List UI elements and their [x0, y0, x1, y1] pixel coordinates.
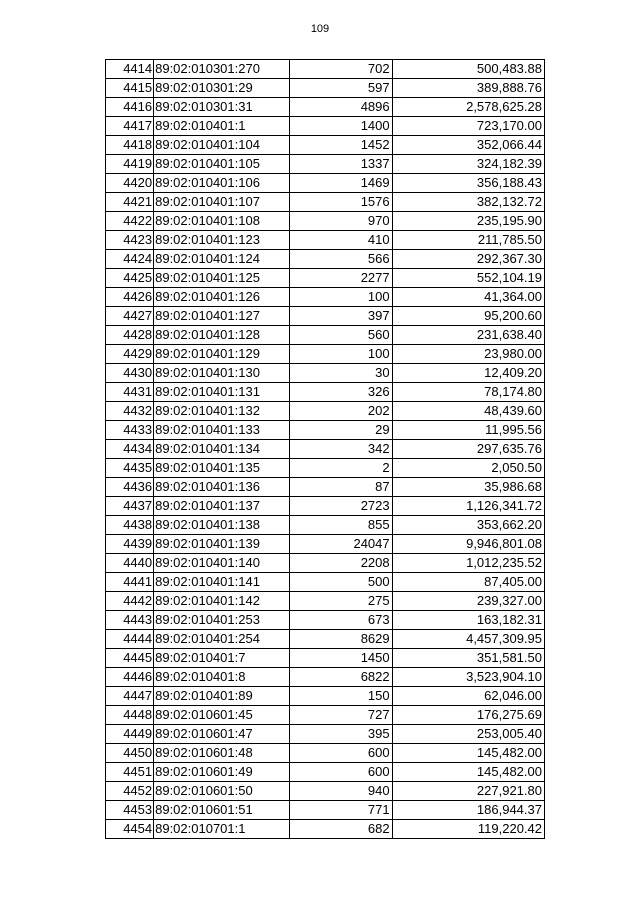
area-cell: 2208 — [290, 554, 392, 573]
table-row — [106, 516, 545, 535]
area-cell: 8629 — [290, 630, 392, 649]
row-number-cell: 4418 — [106, 136, 154, 155]
cadastral-number-cell: 89:02:010601:50 — [154, 782, 290, 801]
cadastral-number-cell: 89:02:010401:129 — [154, 345, 290, 364]
area-cell: 1469 — [290, 174, 392, 193]
area-cell: 2277 — [290, 269, 392, 288]
cadastral-number-cell: 89:02:010401:108 — [154, 212, 290, 231]
area-cell: 855 — [290, 516, 392, 535]
table-row — [106, 478, 545, 497]
cadastral-value-cell: 227,921.80 — [392, 782, 544, 801]
row-number-cell: 4440 — [106, 554, 154, 573]
cadastral-number-cell: 89:02:010301:270 — [154, 60, 290, 79]
table-row — [106, 554, 545, 573]
cadastral-value-cell: 163,182.31 — [392, 611, 544, 630]
table-row — [106, 155, 545, 174]
cadastral-number-cell: 89:02:010601:47 — [154, 725, 290, 744]
cadastral-number-cell: 89:02:010401:140 — [154, 554, 290, 573]
area-cell: 342 — [290, 440, 392, 459]
cadastral-number-cell: 89:02:010401:141 — [154, 573, 290, 592]
table-row — [106, 269, 545, 288]
area-cell: 560 — [290, 326, 392, 345]
area-cell: 597 — [290, 79, 392, 98]
row-number-cell: 4424 — [106, 250, 154, 269]
area-cell: 970 — [290, 212, 392, 231]
page-number: 109 — [310, 23, 330, 35]
cadastral-number-cell: 89:02:010301:29 — [154, 79, 290, 98]
cadastral-number-cell: 89:02:010401:89 — [154, 687, 290, 706]
area-cell: 87 — [290, 478, 392, 497]
cadastral-value-cell: 253,005.40 — [392, 725, 544, 744]
area-cell: 24047 — [290, 535, 392, 554]
cadastral-value-cell: 351,581.50 — [392, 649, 544, 668]
cadastral-value-cell: 1,012,235.52 — [392, 554, 544, 573]
row-number-cell: 4433 — [106, 421, 154, 440]
cadastral-value-cell: 352,066.44 — [392, 136, 544, 155]
cadastral-number-cell: 89:02:010401:107 — [154, 193, 290, 212]
cadastral-value-cell: 235,195.90 — [392, 212, 544, 231]
area-cell: 1576 — [290, 193, 392, 212]
table-row — [106, 611, 545, 630]
cadastral-number-cell: 89:02:010401:128 — [154, 326, 290, 345]
row-number-cell: 4422 — [106, 212, 154, 231]
row-number-cell: 4430 — [106, 364, 154, 383]
row-number-cell: 4427 — [106, 307, 154, 326]
cadastral-value-table — [105, 59, 545, 839]
cadastral-number-cell: 89:02:010401:104 — [154, 136, 290, 155]
area-cell: 100 — [290, 345, 392, 364]
cadastral-number-cell: 89:02:010401:126 — [154, 288, 290, 307]
row-number-cell: 4449 — [106, 725, 154, 744]
area-cell: 150 — [290, 687, 392, 706]
row-number-cell: 4428 — [106, 326, 154, 345]
table-row — [106, 592, 545, 611]
cadastral-value-cell: 11,995.56 — [392, 421, 544, 440]
cadastral-value-cell: 389,888.76 — [392, 79, 544, 98]
cadastral-number-cell: 89:02:010401:254 — [154, 630, 290, 649]
cadastral-number-cell: 89:02:010401:130 — [154, 364, 290, 383]
table-row — [106, 820, 545, 839]
cadastral-value-cell: 145,482.00 — [392, 744, 544, 763]
row-number-cell: 4436 — [106, 478, 154, 497]
area-cell: 702 — [290, 60, 392, 79]
cadastral-number-cell: 89:02:010401:106 — [154, 174, 290, 193]
table-row — [106, 383, 545, 402]
area-cell: 100 — [290, 288, 392, 307]
cadastral-value-cell: 2,050.50 — [392, 459, 544, 478]
cadastral-value-cell: 78,174.80 — [392, 383, 544, 402]
cadastral-value-cell: 356,188.43 — [392, 174, 544, 193]
cadastral-number-cell: 89:02:010401:138 — [154, 516, 290, 535]
row-number-cell: 4445 — [106, 649, 154, 668]
area-cell: 326 — [290, 383, 392, 402]
row-number-cell: 4438 — [106, 516, 154, 535]
cadastral-value-cell: 12,409.20 — [392, 364, 544, 383]
table-row — [106, 782, 545, 801]
table-body — [106, 60, 545, 839]
row-number-cell: 4414 — [106, 60, 154, 79]
area-cell: 202 — [290, 402, 392, 421]
area-cell: 673 — [290, 611, 392, 630]
row-number-cell: 4419 — [106, 155, 154, 174]
cadastral-value-cell: 95,200.60 — [392, 307, 544, 326]
area-cell: 1452 — [290, 136, 392, 155]
row-number-cell: 4416 — [106, 98, 154, 117]
table-row — [106, 174, 545, 193]
area-cell: 1400 — [290, 117, 392, 136]
cadastral-number-cell: 89:02:010401:139 — [154, 535, 290, 554]
cadastral-number-cell: 89:02:010401:134 — [154, 440, 290, 459]
row-number-cell: 4425 — [106, 269, 154, 288]
cadastral-number-cell: 89:02:010601:51 — [154, 801, 290, 820]
area-cell: 29 — [290, 421, 392, 440]
row-number-cell: 4426 — [106, 288, 154, 307]
row-number-cell: 4437 — [106, 497, 154, 516]
cadastral-value-cell: 324,182.39 — [392, 155, 544, 174]
row-number-cell: 4446 — [106, 668, 154, 687]
table-row — [106, 402, 545, 421]
row-number-cell: 4431 — [106, 383, 154, 402]
area-cell: 500 — [290, 573, 392, 592]
table-row — [106, 60, 545, 79]
row-number-cell: 4451 — [106, 763, 154, 782]
cadastral-value-cell: 62,046.00 — [392, 687, 544, 706]
table-row — [106, 725, 545, 744]
table-row — [106, 98, 545, 117]
row-number-cell: 4441 — [106, 573, 154, 592]
row-number-cell: 4423 — [106, 231, 154, 250]
table-row — [106, 250, 545, 269]
area-cell: 275 — [290, 592, 392, 611]
table-row — [106, 421, 545, 440]
table-row — [106, 231, 545, 250]
cadastral-number-cell: 89:02:010701:1 — [154, 820, 290, 839]
table-row — [106, 326, 545, 345]
cadastral-number-cell: 89:02:010401:7 — [154, 649, 290, 668]
table-row — [106, 288, 545, 307]
area-cell: 30 — [290, 364, 392, 383]
cadastral-number-cell: 89:02:010401:133 — [154, 421, 290, 440]
table-row — [106, 459, 545, 478]
table-row — [106, 497, 545, 516]
cadastral-number-cell: 89:02:010401:1 — [154, 117, 290, 136]
area-cell: 600 — [290, 763, 392, 782]
row-number-cell: 4450 — [106, 744, 154, 763]
row-number-cell: 4452 — [106, 782, 154, 801]
row-number-cell: 4421 — [106, 193, 154, 212]
table-row — [106, 307, 545, 326]
area-cell: 682 — [290, 820, 392, 839]
cadastral-value-cell: 239,327.00 — [392, 592, 544, 611]
table-row — [106, 687, 545, 706]
cadastral-number-cell: 89:02:010601:45 — [154, 706, 290, 725]
cadastral-value-cell: 119,220.42 — [392, 820, 544, 839]
table-row — [106, 79, 545, 98]
area-cell: 410 — [290, 231, 392, 250]
cadastral-number-cell: 89:02:010401:132 — [154, 402, 290, 421]
row-number-cell: 4443 — [106, 611, 154, 630]
table-row — [106, 649, 545, 668]
row-number-cell: 4453 — [106, 801, 154, 820]
row-number-cell: 4448 — [106, 706, 154, 725]
cadastral-value-cell: 186,944.37 — [392, 801, 544, 820]
cadastral-value-cell: 176,275.69 — [392, 706, 544, 725]
cadastral-number-cell: 89:02:010401:142 — [154, 592, 290, 611]
table-row — [106, 744, 545, 763]
area-cell: 727 — [290, 706, 392, 725]
cadastral-number-cell: 89:02:010401:8 — [154, 668, 290, 687]
cadastral-value-cell: 9,946,801.08 — [392, 535, 544, 554]
cadastral-number-cell: 89:02:010401:253 — [154, 611, 290, 630]
area-cell: 771 — [290, 801, 392, 820]
cadastral-number-cell: 89:02:010401:131 — [154, 383, 290, 402]
table-row — [106, 630, 545, 649]
cadastral-number-cell: 89:02:010601:48 — [154, 744, 290, 763]
cadastral-value-cell: 723,170.00 — [392, 117, 544, 136]
area-cell: 6822 — [290, 668, 392, 687]
table-row — [106, 668, 545, 687]
row-number-cell: 4439 — [106, 535, 154, 554]
table-row — [106, 440, 545, 459]
cadastral-value-cell: 292,367.30 — [392, 250, 544, 269]
row-number-cell: 4444 — [106, 630, 154, 649]
table-row — [106, 364, 545, 383]
cadastral-value-cell: 3,523,904.10 — [392, 668, 544, 687]
cadastral-number-cell: 89:02:010401:136 — [154, 478, 290, 497]
table-row — [106, 535, 545, 554]
cadastral-number-cell: 89:02:010401:105 — [154, 155, 290, 174]
cadastral-number-cell: 89:02:010401:127 — [154, 307, 290, 326]
area-cell: 2 — [290, 459, 392, 478]
table-row — [106, 212, 545, 231]
row-number-cell: 4415 — [106, 79, 154, 98]
cadastral-value-cell: 4,457,309.95 — [392, 630, 544, 649]
area-cell: 600 — [290, 744, 392, 763]
cadastral-value-cell: 231,638.40 — [392, 326, 544, 345]
cadastral-value-cell: 41,364.00 — [392, 288, 544, 307]
cadastral-value-cell: 382,132.72 — [392, 193, 544, 212]
cadastral-value-cell: 35,986.68 — [392, 478, 544, 497]
row-number-cell: 4420 — [106, 174, 154, 193]
table-row — [106, 706, 545, 725]
area-cell: 4896 — [290, 98, 392, 117]
area-cell: 1337 — [290, 155, 392, 174]
table-row — [106, 573, 545, 592]
row-number-cell: 4417 — [106, 117, 154, 136]
cadastral-value-cell: 1,126,341.72 — [392, 497, 544, 516]
table-row — [106, 345, 545, 364]
row-number-cell: 4429 — [106, 345, 154, 364]
area-cell: 1450 — [290, 649, 392, 668]
row-number-cell: 4432 — [106, 402, 154, 421]
row-number-cell: 4454 — [106, 820, 154, 839]
cadastral-number-cell: 89:02:010301:31 — [154, 98, 290, 117]
area-cell: 566 — [290, 250, 392, 269]
row-number-cell: 4435 — [106, 459, 154, 478]
cadastral-value-cell: 145,482.00 — [392, 763, 544, 782]
table-row — [106, 117, 545, 136]
cadastral-value-cell: 500,483.88 — [392, 60, 544, 79]
table-row — [106, 763, 545, 782]
row-number-cell: 4447 — [106, 687, 154, 706]
cadastral-value-cell: 297,635.76 — [392, 440, 544, 459]
area-cell: 2723 — [290, 497, 392, 516]
cadastral-number-cell: 89:02:010401:124 — [154, 250, 290, 269]
cadastral-value-cell: 353,662.20 — [392, 516, 544, 535]
cadastral-value-cell: 23,980.00 — [392, 345, 544, 364]
cadastral-value-cell: 87,405.00 — [392, 573, 544, 592]
cadastral-value-cell: 552,104.19 — [392, 269, 544, 288]
cadastral-number-cell: 89:02:010401:123 — [154, 231, 290, 250]
area-cell: 395 — [290, 725, 392, 744]
cadastral-number-cell: 89:02:010401:125 — [154, 269, 290, 288]
area-cell: 397 — [290, 307, 392, 326]
cadastral-number-cell: 89:02:010401:135 — [154, 459, 290, 478]
table-row — [106, 193, 545, 212]
cadastral-number-cell: 89:02:010401:137 — [154, 497, 290, 516]
cadastral-number-cell: 89:02:010601:49 — [154, 763, 290, 782]
cadastral-value-cell: 211,785.50 — [392, 231, 544, 250]
table-row — [106, 136, 545, 155]
table-row — [106, 801, 545, 820]
cadastral-value-cell: 48,439.60 — [392, 402, 544, 421]
area-cell: 940 — [290, 782, 392, 801]
row-number-cell: 4442 — [106, 592, 154, 611]
row-number-cell: 4434 — [106, 440, 154, 459]
cadastral-value-cell: 2,578,625.28 — [392, 98, 544, 117]
